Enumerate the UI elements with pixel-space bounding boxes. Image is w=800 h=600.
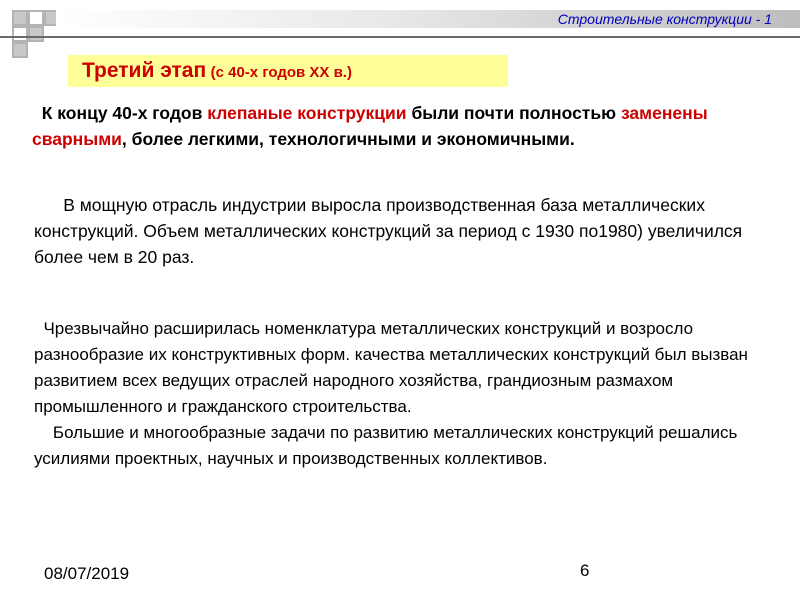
intro-text-1: К концу 40-х годов <box>41 103 208 123</box>
intro-highlight-riveted: клепаные конструкции <box>207 103 407 123</box>
stage-main-title: Третий этап <box>82 59 207 82</box>
industry-paragraph <box>34 192 754 270</box>
intro-text-2: были почти полностью <box>406 103 621 123</box>
nomenclature-text: Чрезвычайно расширилась номенклатура металлических конструкций и возросло разнообразие их конструктивных форм. качества металлических конструкций был вызван развитием всех ведущих отраслей народного хозяйства, грандиозным размахом промышленного и гражданского строительства. <box>34 319 748 416</box>
intro-paragraph <box>32 100 772 152</box>
stage-subtitle: (с 40-х годов ХХ в.) <box>210 64 352 81</box>
page-number: 6 <box>580 561 590 580</box>
decor-square <box>28 10 44 26</box>
header-divider <box>0 36 800 38</box>
decor-square <box>12 42 28 58</box>
intro-text-3: , более легкими, технологичными и экономичными. <box>121 129 575 149</box>
header-title: Строительные конструкции - 1 <box>557 11 772 27</box>
tasks-text: Большие и многообразные задачи по развитию металлических конструкций решались усилиями проектных, научных и производственных коллективов. <box>34 423 738 468</box>
intro-highlight-welded: заменены сварными <box>32 103 708 149</box>
industry-text: В мощную отрасль индустрии выросла производственная база металлических конструкций. Объем металлических конструкций за период с 1930 по1980) увеличился более чем в 20 раз. <box>34 195 743 267</box>
stage-title <box>82 59 352 83</box>
footer-date: 08/07/2019 <box>44 564 130 583</box>
nomenclature-paragraph <box>34 316 764 472</box>
decor-square <box>28 26 44 42</box>
stage-box <box>68 55 508 87</box>
decor-square <box>12 26 28 42</box>
decor-square <box>12 10 28 26</box>
